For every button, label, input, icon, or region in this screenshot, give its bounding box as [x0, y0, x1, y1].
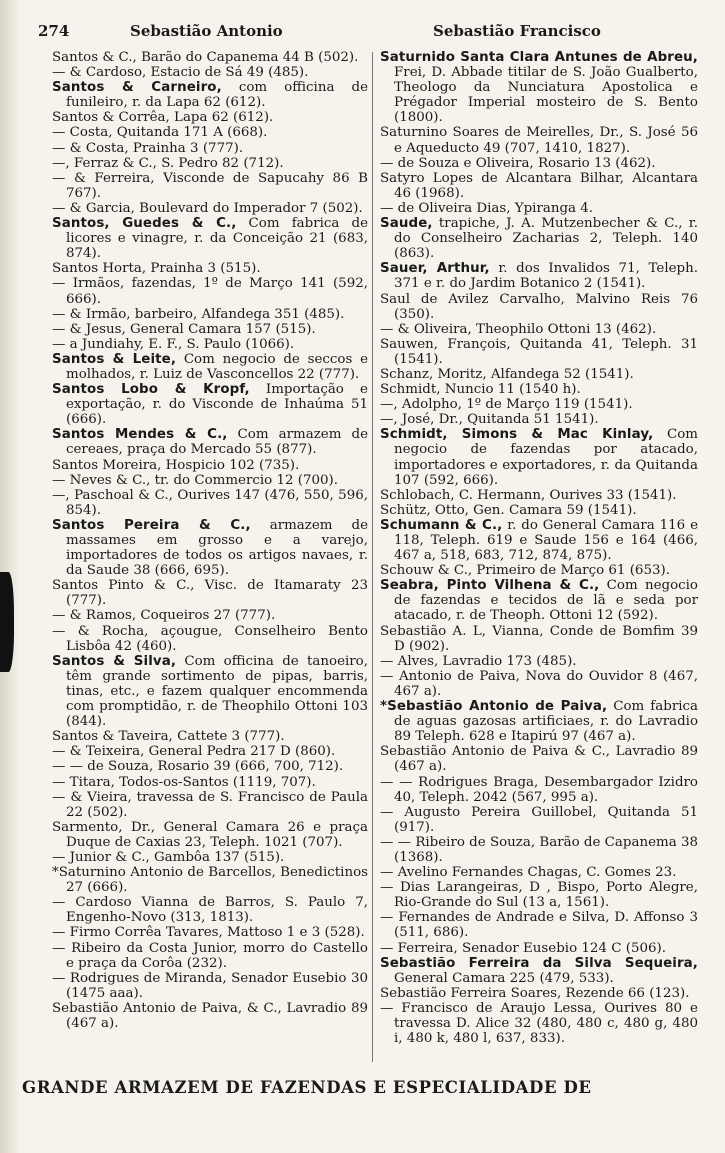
directory-entry: [52, 261, 368, 276]
entry-name-bold: Santos & Leite,: [52, 351, 177, 367]
directory-entry: [52, 141, 368, 156]
entry-text: — & Rocha, açougue, Conselheiro Bento Lisbôa 42 (460).: [52, 623, 368, 654]
entry-text: Santos Moreira, Hospicio 102 (735).: [52, 457, 300, 473]
directory-entry: [380, 880, 698, 910]
directory-entry: [380, 156, 698, 171]
entry-text: — & Garcia, Boulevard do Imperador 7 (502).: [52, 200, 363, 216]
directory-entry: [380, 563, 698, 578]
entry-text: — Neves & C., tr. do Commercio 12 (700).: [52, 472, 339, 488]
directory-entry: [380, 503, 698, 518]
directory-entry: [380, 216, 698, 261]
directory-entry: [52, 895, 368, 925]
directory-entry: [380, 956, 698, 986]
entry-text: —, Adolpho, 1º de Março 119 (1541).: [380, 397, 633, 413]
directory-entry: [380, 261, 698, 291]
directory-entry: [52, 110, 368, 125]
directory-entry: [52, 608, 368, 623]
entry-text: — Cardoso Vianna de Barros, S. Paulo 7, Engenho-Novo (313, 1813).: [52, 895, 368, 926]
entry-text: Com negocio de fazendas por atacado, importadores e exportadores, r. da Quitanda 107 (592, 666).: [394, 427, 698, 488]
entry-text: — & Teixeira, General Pedra 217 D (860).: [52, 744, 336, 760]
entry-text: Schütz, Otto, Gen. Camara 59 (1541).: [380, 502, 637, 518]
directory-entry: [52, 65, 368, 80]
directory-entry: [52, 759, 368, 774]
right-running-heading: Sebastião Francisco: [433, 22, 601, 40]
entry-text: — — Rodrigues Braga, Desembargador Izidro 40, Teleph. 2042 (567, 995 a).: [380, 774, 698, 805]
directory-entry: [380, 337, 698, 367]
entry-text: — Irmãos, fazendas, 1º de Março 141 (592, 666).: [52, 276, 368, 307]
entry-name-bold: Schmidt, Simons & Mac Kinlay,: [380, 427, 654, 443]
entry-text: Sebastião A. L, Vianna, Conde de Bomfim 39 D (902).: [380, 623, 698, 654]
directory-entry: [52, 624, 368, 654]
entry-text: — & Vieira, travessa de S. Francisco de Paula 22 (502).: [52, 789, 368, 820]
directory-entry: [52, 925, 368, 940]
entry-text: — & Ramos, Coqueiros 27 (777).: [52, 608, 276, 624]
entry-text: — Titara, Todos-os-Santos (1119, 707).: [52, 774, 316, 790]
directory-entry: [52, 276, 368, 306]
directory-entry: [52, 125, 368, 140]
directory-entry: [52, 352, 368, 382]
entry-name-bold: Schumann & C.,: [380, 517, 503, 533]
entry-text: — Augusto Pereira Guillobel, Quitanda 51 (917).: [380, 804, 698, 835]
right-column: [380, 50, 698, 1070]
entry-name-bold: Sauer, Arthur,: [380, 261, 490, 277]
left-running-heading: Sebastião Antonio: [130, 22, 283, 40]
entry-name-bold: Saturnido Santa Clara Antunes de Abreu,: [380, 50, 698, 65]
entry-text: Com negocio de fazendas e tecidos de lã e seda por atacado, r. de Theoph. Ottoni 12 (592).: [394, 578, 698, 624]
entry-text: Santos Pinto & C., Visc. de Itamaraty 23 (777).: [52, 578, 368, 609]
directory-entry: [52, 156, 368, 171]
entry-text: trapiche, J. A. Mutzenbecher & C., r. do Conselheiro Zacharias 2, Teleph. 140 (863).: [394, 216, 698, 262]
entry-text: com officina de funileiro, r. da Lapa 62 (612).: [66, 80, 368, 111]
directory-entry: [52, 382, 368, 427]
entry-text: armazem de massames em grosso e a varejo, importadores de todos os artigos navaes, r. da Saude 38 (666, 695).: [66, 517, 368, 579]
directory-entry: [52, 820, 368, 850]
column-divider: [372, 52, 373, 1062]
entry-text: — a Jundiahy, E. F., S. Paulo (1066).: [52, 336, 295, 352]
directory-entry: [52, 171, 368, 201]
directory-entry: [52, 322, 368, 337]
directory-entry: [380, 382, 698, 397]
directory-entry: [380, 744, 698, 774]
entry-text: — & Cardoso, Estacio de Sá 49 (485).: [52, 65, 309, 81]
left-column: [52, 50, 368, 1070]
directory-entry: [380, 654, 698, 669]
entry-text: — Firmo Corrêa Tavares, Mattoso 1 e 3 (528).: [52, 925, 365, 941]
entry-text: Schouw & C., Primeiro de Março 61 (653).: [380, 563, 670, 579]
entry-name-bold: Santos & Silva,: [52, 653, 177, 669]
directory-entry: [52, 865, 368, 895]
entry-text: — — Ribeiro de Souza, Barão de Capanema 38 (1368).: [380, 834, 698, 865]
entry-name-bold: Saude,: [380, 216, 433, 232]
directory-entry: [380, 699, 698, 744]
directory-entry: [52, 744, 368, 759]
entry-text: —, Ferraz & C., S. Pedro 82 (712).: [52, 155, 284, 171]
entry-text: Santos & C., Barão do Capanema 44 B (502).: [52, 50, 359, 65]
directory-entry: [380, 427, 698, 487]
directory-entry: [380, 865, 698, 880]
directory-entry: [52, 775, 368, 790]
entry-text: Schanz, Moritz, Alfandega 52 (1541).: [380, 366, 634, 382]
directory-entry: [52, 427, 368, 457]
entry-text: — Antonio de Paiva, Nova do Ouvidor 8 (467, 467 a).: [380, 668, 698, 699]
entry-text: Importação e exportação, r. do Visconde de Inhaúma 51 (666).: [66, 382, 368, 428]
directory-entry: [52, 80, 368, 110]
directory-entry: [380, 367, 698, 382]
directory-entry: [380, 397, 698, 412]
entry-text: — & Jesus, General Camara 157 (515).: [52, 321, 316, 337]
entry-text: Sebastião Antonio de Paiva, & C., Lavradio 89 (467 a).: [52, 1000, 368, 1031]
entry-text: Sarmento, Dr., General Camara 26 e praça Duque de Caxias 23, Teleph. 1021 (707).: [52, 819, 368, 850]
entry-text: r. dos Invalidos 71, Teleph. 371 e r. do Jardim Botanico 2 (1541).: [394, 261, 698, 292]
entry-text: Sebastião Antonio de Paiva & C., Lavradio 89 (467 a).: [380, 744, 698, 775]
directory-entry: [380, 1001, 698, 1046]
directory-entry: [380, 986, 698, 1001]
entry-text: — Ribeiro da Costa Junior, morro do Castello e praça da Corôa (232).: [52, 940, 368, 971]
directory-entry: [380, 201, 698, 216]
directory-entry: [52, 790, 368, 820]
directory-entry: [52, 850, 368, 865]
entry-name-bold: Santos Lobo & Kropf,: [52, 382, 250, 398]
entry-text: — Rodrigues de Miranda, Senador Eusebio 30 (1475 aaa).: [52, 970, 368, 1001]
entry-text: Com armazem de cereaes, praça do Mercado 55 (877).: [66, 427, 368, 458]
entry-text: Com negocio de seccos e molhados, r. Luiz de Vasconcellos 22 (777).: [66, 351, 368, 382]
entry-text: — de Oliveira Dias, Ypiranga 4.: [380, 200, 594, 216]
directory-entry: [52, 1001, 368, 1031]
entry-text: — & Oliveira, Theophilo Ottoni 13 (462).: [380, 321, 657, 337]
entry-text: — Fernandes de Andrade e Silva, D. Affonso 3 (511, 686).: [380, 910, 698, 941]
entry-text: — Junior & C., Gambôa 137 (515).: [52, 849, 285, 865]
entry-text: Schlobach, C. Hermann, Ourives 33 (1541).: [380, 487, 677, 503]
page-number: 274: [38, 22, 70, 40]
directory-entry: [52, 971, 368, 1001]
entry-name-bold: Santos Pereira & C.,: [52, 517, 251, 533]
directory-entry: [52, 654, 368, 729]
entry-text: —, José, Dr., Quitanda 51 1541).: [380, 412, 599, 428]
directory-entry: [52, 473, 368, 488]
entry-name-bold: Sebastião Ferreira da Silva Sequeira,: [380, 955, 698, 971]
entry-text: Santos & Corrêa, Lapa 62 (612).: [52, 110, 274, 126]
directory-entry: [52, 201, 368, 216]
directory-entry: [380, 910, 698, 940]
directory-entry: [380, 775, 698, 805]
entry-text: *Saturnino Antonio de Barcellos, Benedictinos 27 (666).: [52, 865, 368, 896]
directory-entry: [380, 171, 698, 201]
entry-text: Com fabrica de aguas gazosas artificiaes, r. do Lavradio 89 Teleph. 628 e Itapirú 97 (467 a).: [394, 699, 698, 745]
directory-entry: [52, 518, 368, 578]
directory-entry: [380, 805, 698, 835]
entry-text: — Alves, Lavradio 173 (485).: [380, 653, 577, 669]
entry-text: — & Costa, Prainha 3 (777).: [52, 140, 244, 156]
entry-text: Com officina de tanoeiro, têm grande sortimento de pipas, barris, tinas, etc., e fazem qualquer encommenda com promptidão, r. de Theophilo Ottoni 103 (844).: [66, 653, 368, 730]
entry-text: Com fabrica de licores e vinagre, r. da Conceição 21 (683, 874).: [66, 216, 368, 262]
directory-entry: [380, 412, 698, 427]
directory-entry: [52, 488, 368, 518]
entry-text: Satyro Lopes de Alcantara Bilhar, Alcantara 46 (1968).: [380, 170, 698, 201]
entry-text: — Costa, Quitanda 171 A (668).: [52, 125, 268, 141]
ink-blot: [0, 572, 14, 672]
entry-text: Frei, D. Abbade titilar de S. João Gualberto, Theologo da Nunciatura Apostolica e Prégador Imperial mosteiro de S. Bento (1800).: [394, 65, 698, 126]
directory-entry: [380, 518, 698, 563]
directory-entry: [52, 941, 368, 971]
entry-text: r. do General Camara 116 e 118, Teleph. 619 e Saude 156 e 164 (466, 467 a, 518, 683, 712, 874, 875).: [394, 517, 698, 564]
entry-text: Schmidt, Nuncio 11 (1540 h).: [380, 382, 581, 398]
entry-name-bold: Santos & Carneiro,: [52, 80, 222, 96]
directory-entry: [52, 458, 368, 473]
entry-name-bold: Santos Mendes & C.,: [52, 427, 228, 443]
entry-text: — & Irmão, barbeiro, Alfandega 351 (485).: [52, 306, 345, 322]
directory-entry: [52, 337, 368, 352]
entry-name-bold: Santos, Guedes & C.,: [52, 216, 237, 232]
directory-entry: [52, 307, 368, 322]
entry-text: — Francisco de Araujo Lessa, Ourives 80 e travessa D. Alice 32 (480, 480 c, 480 g, 480 i, 480 k, 480 l, 637, 833).: [380, 1000, 698, 1047]
directory-entry: [380, 835, 698, 865]
directory-entry: [52, 50, 368, 65]
entry-text: — Ferreira, Senador Eusebio 124 C (506).: [380, 940, 666, 956]
entry-name-bold: Seabra, Pinto Vilhena & C.,: [380, 578, 600, 594]
running-header: [38, 22, 705, 44]
footer-advertisement: GRANDE ARMAZEM DE FAZENDAS E ESPECIALIDADE DE: [22, 1078, 592, 1097]
directory-entry: [380, 322, 698, 337]
entry-text: — & Ferreira, Visconde de Sapucahy 86 B 767).: [52, 170, 368, 201]
directory-entry: [380, 125, 698, 155]
entry-text: Sebastião Ferreira Soares, Rezende 66 (123).: [380, 985, 690, 1001]
entry-text: Sauwen, François, Quitanda 41, Teleph. 31 (1541).: [380, 336, 698, 367]
entry-text: — — de Souza, Rosario 39 (666, 700, 712).: [52, 759, 344, 775]
directory-entry: [52, 216, 368, 261]
entry-text: Santos Horta, Prainha 3 (515).: [52, 261, 261, 277]
directory-entry: [380, 624, 698, 654]
directory-entry: [52, 729, 368, 744]
entry-text: Saturnino Soares de Meirelles, Dr., S. José 56 e Aqueducto 49 (707, 1410, 1827).: [380, 125, 698, 156]
directory-entry: [380, 578, 698, 623]
directory-entry: [380, 50, 698, 125]
entry-text: Saul de Avilez Carvalho, Malvino Reis 76 (350).: [380, 291, 698, 322]
directory-entry: [380, 669, 698, 699]
entry-text: — Dias Larangeiras, D , Bispo, Porto Alegre, Rio-Grande do Sul (13 a, 1561).: [380, 880, 698, 911]
entry-name-bold: *Sebastião Antonio de Paiva,: [380, 699, 608, 715]
entry-text: General Camara 225 (479, 533).: [394, 970, 614, 986]
entry-text: Santos & Taveira, Cattete 3 (777).: [52, 729, 285, 745]
directory-entry: [380, 941, 698, 956]
entry-text: — Avelino Fernandes Chagas, C. Gomes 23.: [380, 865, 677, 881]
directory-entry: [380, 292, 698, 322]
directory-entry: [380, 488, 698, 503]
directory-entry: [52, 578, 368, 608]
entry-text: —, Paschoal & C., Ourives 147 (476, 550, 596, 854).: [52, 487, 368, 518]
entry-text: — de Souza e Oliveira, Rosario 13 (462).: [380, 155, 656, 171]
